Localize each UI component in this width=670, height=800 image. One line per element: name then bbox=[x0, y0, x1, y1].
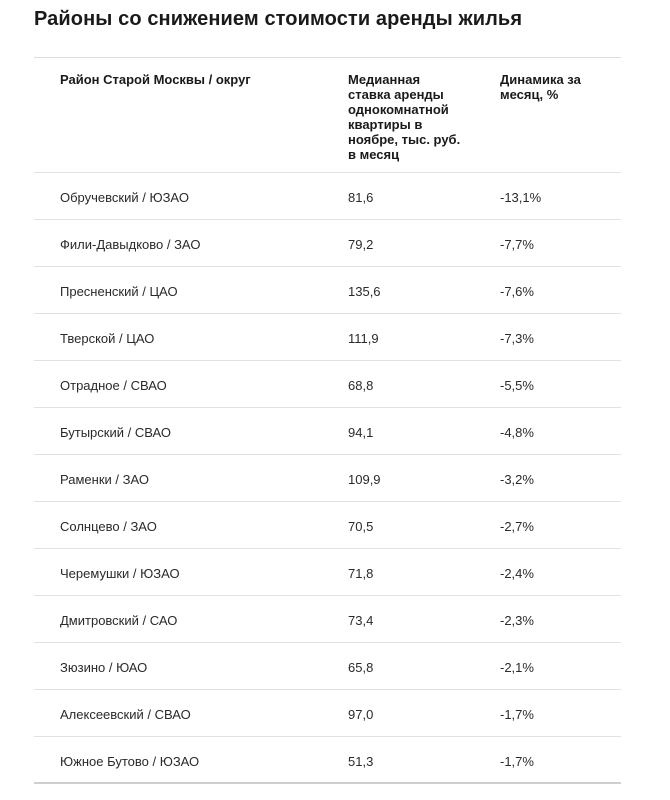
table-row bbox=[34, 502, 621, 549]
monthly-change-cell: -5,5% bbox=[500, 378, 534, 393]
median-rent-cell: 51,3 bbox=[348, 754, 374, 769]
monthly-change-cell: -7,3% bbox=[500, 331, 534, 346]
monthly-change-cell: -4,8% bbox=[500, 425, 534, 440]
median-rent-cell: 135,6 bbox=[348, 284, 381, 299]
district-cell: Солнцево / ЗАО bbox=[60, 519, 157, 534]
district-cell: Тверской / ЦАО bbox=[60, 331, 155, 346]
median-rent-cell: 94,1 bbox=[348, 425, 374, 440]
table-row bbox=[34, 408, 621, 455]
district-cell: Фили-Давыдково / ЗАО bbox=[60, 237, 201, 252]
rent-table bbox=[34, 57, 621, 784]
median-rent-cell: 68,8 bbox=[348, 378, 374, 393]
median-rent-cell: 109,9 bbox=[348, 472, 381, 487]
table-row bbox=[34, 596, 621, 643]
table-row bbox=[34, 455, 621, 502]
district-cell: Зюзино / ЮАО bbox=[60, 660, 148, 675]
median-rent-cell: 65,8 bbox=[348, 660, 374, 675]
table-title: Районы со снижением стоимости аренды жилья bbox=[34, 8, 523, 30]
table-row bbox=[34, 737, 621, 784]
district-cell: Дмитровский / САО bbox=[60, 613, 178, 628]
district-cell: Алексеевский / СВАО bbox=[60, 707, 191, 722]
median-rent-cell: 70,5 bbox=[348, 519, 374, 534]
median-rent-cell: 73,4 bbox=[348, 613, 374, 628]
table-row bbox=[34, 314, 621, 361]
monthly-change-cell: -2,7% bbox=[500, 519, 534, 534]
monthly-change-cell: -3,2% bbox=[500, 472, 534, 487]
monthly-change-cell: -7,6% bbox=[500, 284, 534, 299]
table-row bbox=[34, 690, 621, 737]
median-rent-cell: 79,2 bbox=[348, 237, 374, 252]
table-row bbox=[34, 549, 621, 596]
monthly-change-cell: -2,4% bbox=[500, 566, 534, 581]
district-cell: Отрадное / СВАО bbox=[60, 378, 167, 393]
district-cell: Обручевский / ЮЗАО bbox=[60, 190, 189, 205]
monthly-change-cell: -1,7% bbox=[500, 754, 534, 769]
table-header-row bbox=[34, 58, 621, 173]
table-row bbox=[34, 361, 621, 408]
table-row bbox=[34, 220, 621, 267]
header-monthly-change: Динамика за месяц, % bbox=[500, 72, 581, 102]
district-cell: Пресненский / ЦАО bbox=[60, 284, 178, 299]
median-rent-cell: 81,6 bbox=[348, 190, 374, 205]
district-cell: Черемушки / ЮЗАО bbox=[60, 566, 180, 581]
district-cell: Южное Бутово / ЮЗАО bbox=[60, 754, 200, 769]
monthly-change-cell: -2,3% bbox=[500, 613, 534, 628]
monthly-change-cell: -1,7% bbox=[500, 707, 534, 722]
district-cell: Бутырский / СВАО bbox=[60, 425, 171, 440]
header-district: Район Старой Москвы / округ bbox=[60, 72, 251, 87]
table-row bbox=[34, 267, 621, 314]
median-rent-cell: 97,0 bbox=[348, 707, 374, 722]
monthly-change-cell: -2,1% bbox=[500, 660, 534, 675]
monthly-change-cell: -7,7% bbox=[500, 237, 534, 252]
table-row bbox=[34, 643, 621, 690]
district-cell: Раменки / ЗАО bbox=[60, 472, 149, 487]
median-rent-cell: 71,8 bbox=[348, 566, 374, 581]
header-median-rent: Медианная ставка аренды однокомнатной квартиры в ноябре, тыс. руб. в месяц bbox=[348, 72, 461, 162]
table-row bbox=[34, 173, 621, 220]
median-rent-cell: 111,9 bbox=[348, 331, 379, 346]
monthly-change-cell: -13,1% bbox=[500, 190, 542, 205]
